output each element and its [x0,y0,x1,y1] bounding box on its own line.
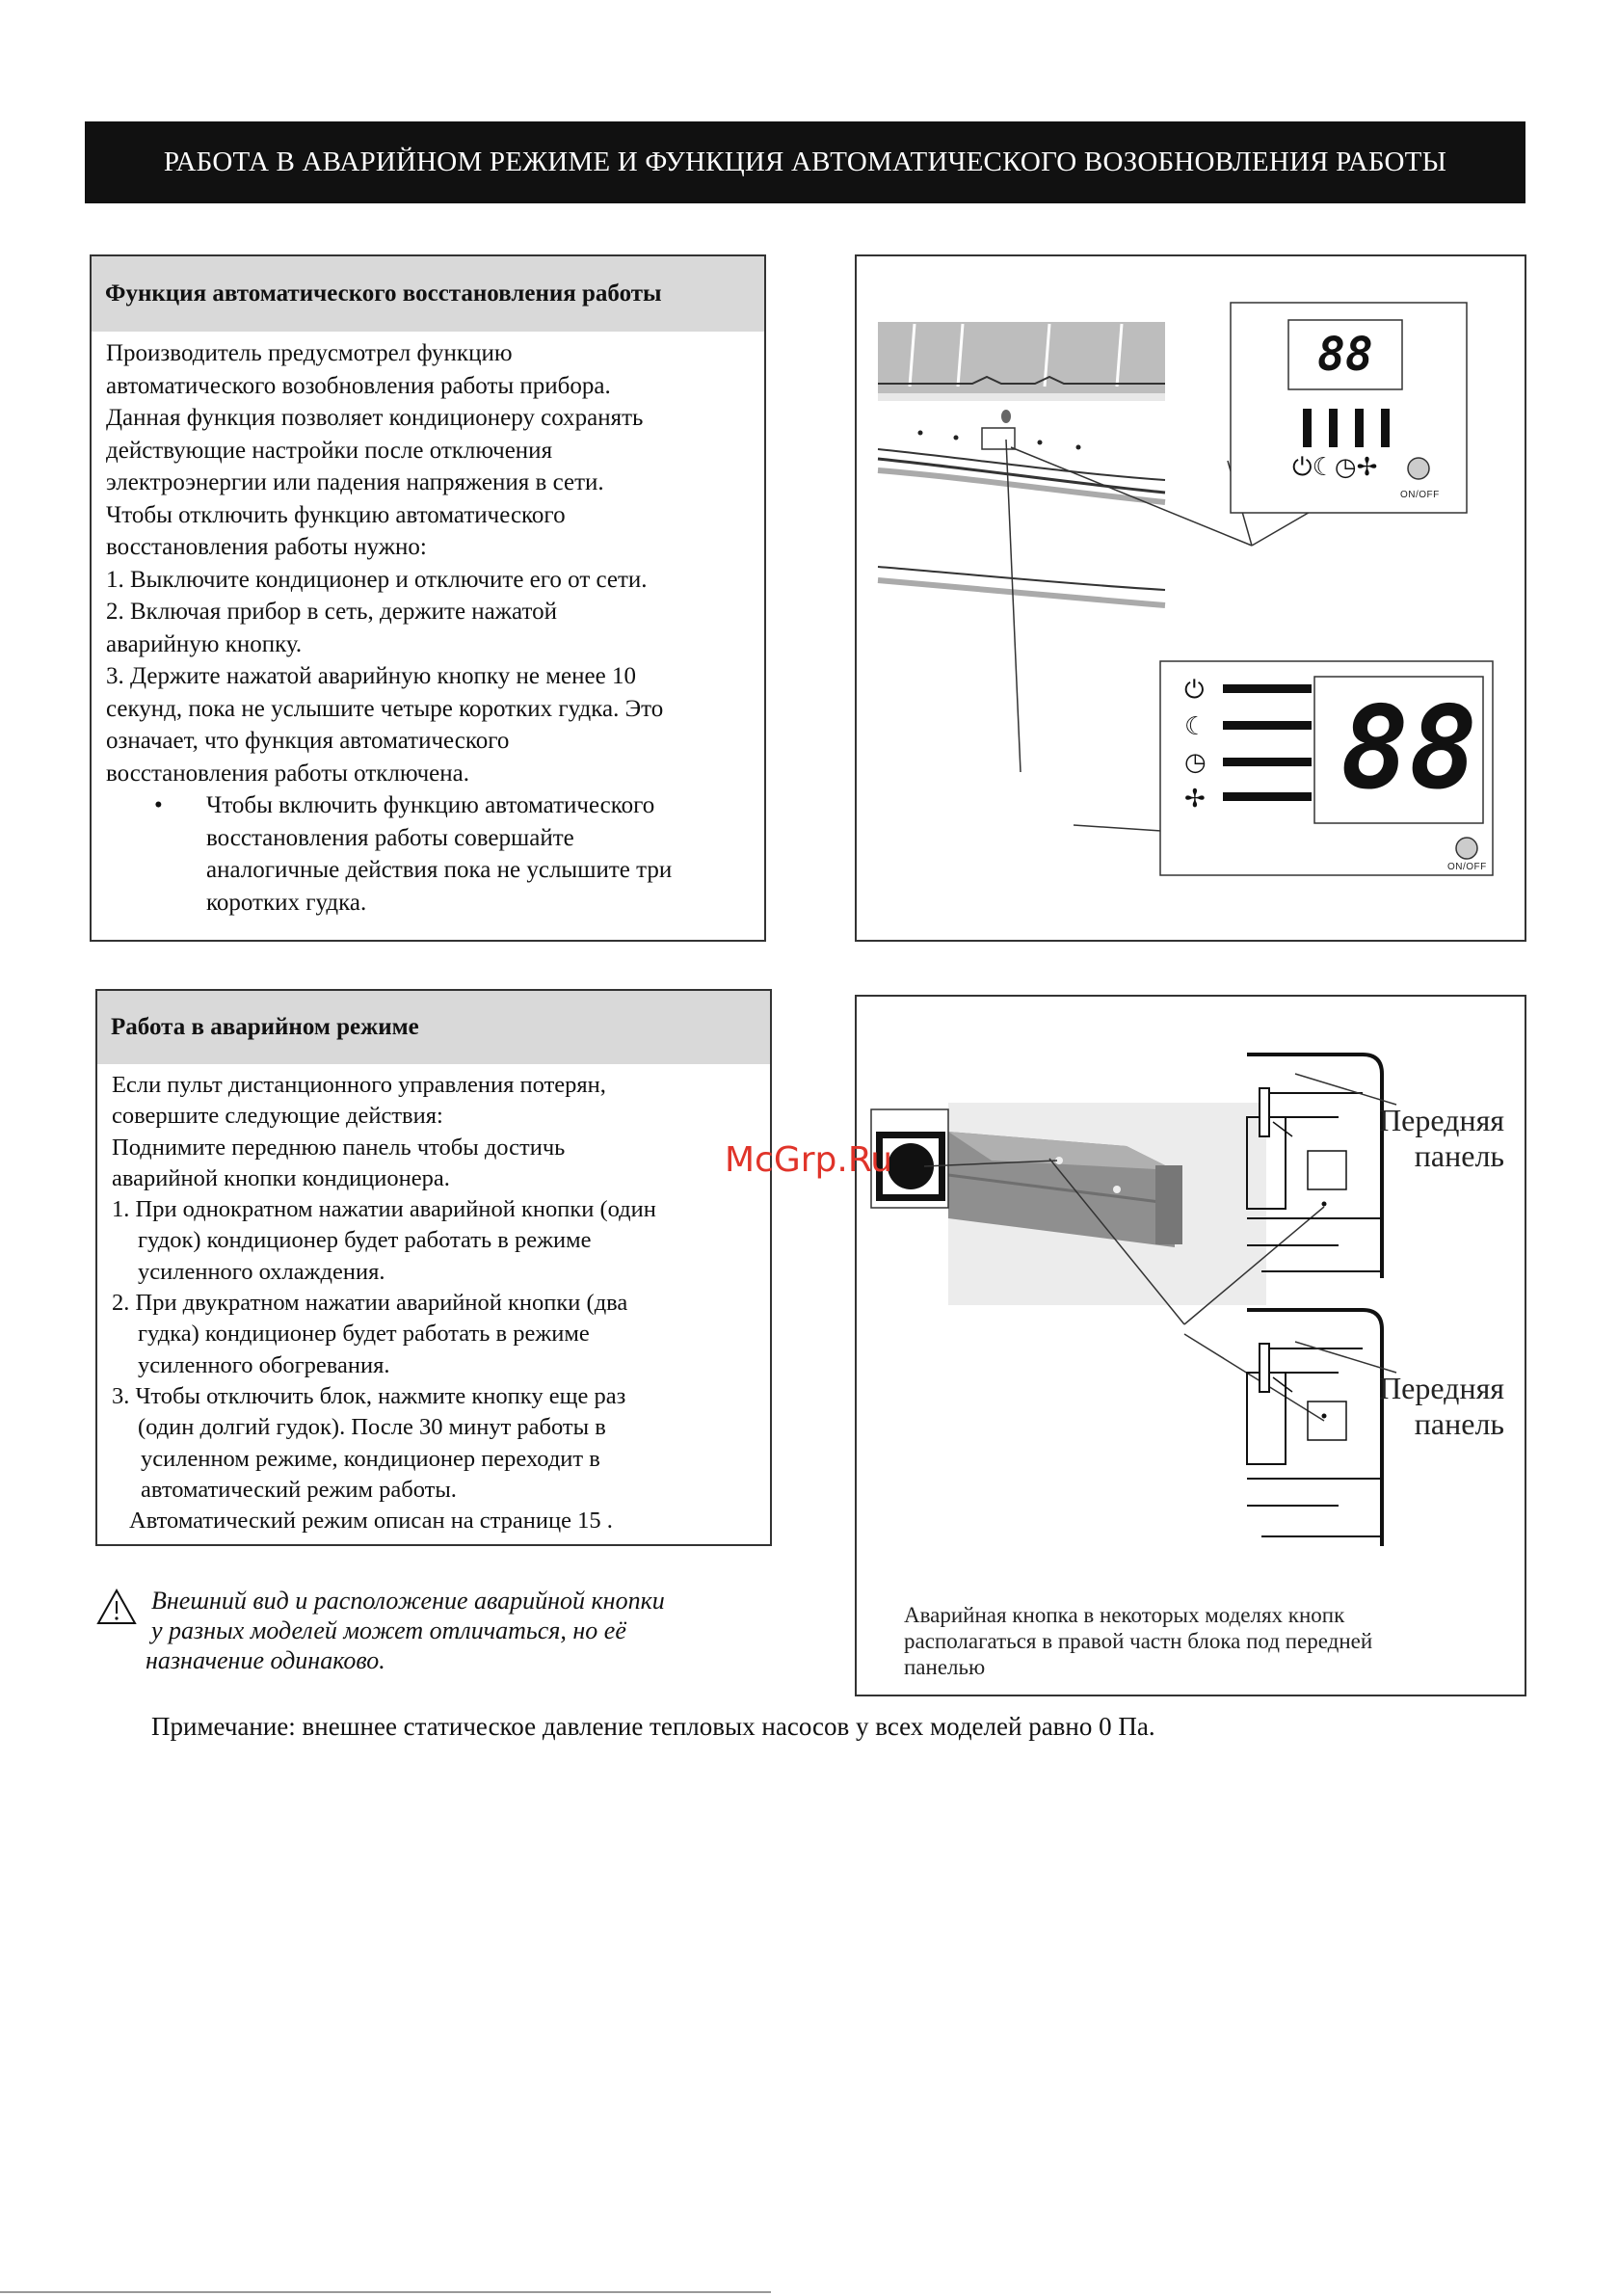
timer-icon: ◷ [1334,453,1357,482]
page-title: РАБОТА В АВАРИЙНОМ РЕЖИМЕ И ФУНКЦИЯ АВТОМАТИЧЕСКОГО ВОЗОБНОВЛЕНИЯ РАБОТЫ [163,147,1447,177]
text-line: действующие настройки после отключения [106,437,553,464]
warning-line: у разных моделей может отличаться, но её [151,1616,626,1644]
step-2: 2. Включая прибор в сеть, держите нажатой [106,599,557,625]
text-line: усиленного охлаждения. [138,1258,385,1285]
auto-restart-body [92,332,764,919]
caption-line: располагаться в правой частн блока под передней [904,1629,1373,1653]
text-line: автоматический режим работы. [141,1476,457,1503]
fan-icon: ✢ [1356,453,1378,482]
watermark: McGrp.Ru [725,1140,893,1180]
emergency-section [95,989,772,1546]
label-line: панель [1414,1406,1504,1441]
auto-restart-section [90,254,766,942]
text-line: (один долгий гудок). После 30 минут работы в [138,1414,606,1441]
display-digits-large: 88 [1340,681,1478,814]
display-digits-small: 88 [1317,328,1373,382]
page-header [85,121,1525,203]
power-icon: ⏻ [1184,676,1205,705]
warning-line: назначение одинаково. [146,1646,385,1674]
bullet-text: Чтобы включить функцию автоматического [206,792,655,818]
text-line: Если пульт дистанционного управления потерян, [112,1072,606,1098]
front-panel-label-top [1358,1103,1504,1174]
text-line: восстановления работы нужно: [106,534,427,560]
caption-line: Аварийная кнопка в некоторых моделях кнопк [904,1603,1345,1627]
text-line: электроэнергии или падения напряжения в сети. [106,469,604,495]
power-icon: ⏻ [1292,453,1313,482]
text-line: Производитель предусмотрел функцию [106,340,513,366]
warning-text [146,1586,665,1675]
timer-icon: ◷ [1184,748,1207,777]
label-line: Передняя [1379,1103,1504,1137]
step-1: 1. Выключите кондиционер и отключите его от сети. [106,566,648,593]
text-line: Автоматический режим описан на странице 15 . [129,1508,613,1535]
auto-restart-heading: Функция автоматического восстановления работы [92,256,764,332]
footer-rule [0,2291,771,2293]
text-line: означает, что функция автоматического [106,728,510,754]
text-line: автоматического возобновления работы прибора. [106,372,611,399]
text-line: секунд, пока не услышите четыре коротких гудка. Это [106,695,664,722]
mode-icons-large [1184,673,1207,817]
front-panel-label-bottom [1358,1371,1504,1442]
text-line: Данная функция позволяет кондиционеру сохранять [106,405,644,431]
bullet-item [106,789,751,822]
unit-side-illustration [857,997,1525,1695]
figure-caption [904,1602,1521,1680]
bullet-text: аналогичные действия пока не услышите три [206,857,673,883]
text-line: Чтобы отключить функцию автоматического [106,501,566,528]
text-line: восстановления работы отключена. [106,760,470,787]
emergency-body [97,1064,770,1536]
emergency-heading: Работа в аварийном режиме [97,991,770,1064]
bullet-text: восстановления работы совершайте [206,824,574,851]
emergency-button-figure [855,995,1526,1696]
on-off-label-small: ON/OFF [1400,490,1440,500]
text-line: гудка) кондиционер будет работать в режиме [138,1321,590,1348]
mode-icons-small [1292,454,1377,481]
pressure-note: Примечание: внешнее статическое давление тепловых насосов у всех моделей равно 0 Па. [151,1712,1155,1741]
bullet-text: коротких гудка. [206,889,367,916]
step-3: 3. Чтобы отключить блок, нажмите кнопку еще раз [112,1382,626,1409]
text-line: гудок) кондиционер будет работать в режиме [138,1227,592,1254]
text-line: совершите следующие действия: [112,1103,443,1130]
text-line: Поднимите переднюю панель чтобы достичь [112,1134,566,1161]
step-3: 3. Держите нажатой аварийную кнопку не менее 10 [106,663,636,689]
on-off-label-large: ON/OFF [1447,862,1487,872]
text-line: усиленном режиме, кондиционер переходит в [141,1445,600,1472]
step-1: 1. При однократном нажатии аварийной кнопки (один [112,1196,656,1223]
label-line: Передняя [1379,1371,1504,1405]
label-line: панель [1414,1138,1504,1173]
caption-line: панелью [904,1655,986,1679]
text-line: усиленного обогревания. [138,1351,390,1378]
sleep-icon: ☾ [1184,711,1207,741]
text-line: аварийную кнопку. [106,630,303,657]
text-line: аварийной кнопки кондиционера. [112,1164,450,1191]
bullet-icon: • [154,792,163,818]
step-2: 2. При двукратном нажатии аварийной кнопки (два [112,1290,628,1317]
warning-line: Внешний вид и расположение аварийной кнопки [151,1587,665,1615]
warning-triangle-icon [95,1588,138,1626]
sleep-icon: ☾ [1312,453,1335,482]
indoor-unit-illustration [857,256,1525,940]
display-panel-figure [855,254,1526,942]
fan-icon: ✢ [1184,784,1206,814]
